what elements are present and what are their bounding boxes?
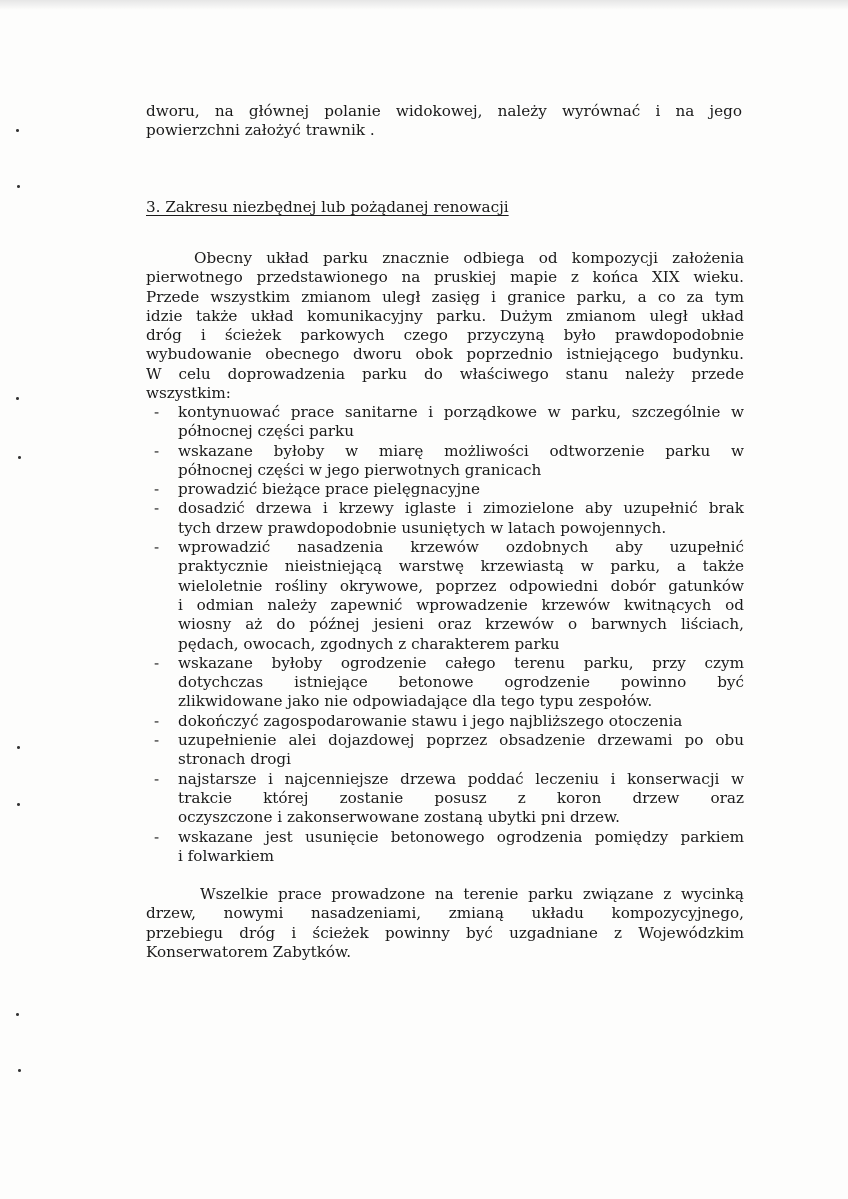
list-item bbox=[146, 442, 744, 481]
list-dash: - bbox=[154, 731, 160, 750]
list-dash: - bbox=[154, 499, 160, 518]
body-paragraph bbox=[146, 249, 744, 403]
list-dash: - bbox=[154, 538, 160, 557]
text-line: praktycznie nieistniejącą warstwę krzewiastą w parku, a także bbox=[178, 557, 744, 576]
text-line: dokończyć zagospodarowanie stawu i jego najbliższego otoczenia bbox=[178, 711, 683, 730]
recommendations-list bbox=[146, 403, 744, 866]
closing-paragraph bbox=[146, 885, 744, 962]
text-line: pędach, owocach, zgodnych z charakterem parku bbox=[178, 634, 560, 653]
list-dash: - bbox=[154, 480, 160, 499]
list-dash: - bbox=[154, 403, 160, 421]
list-item bbox=[146, 770, 744, 828]
text-line: i odmian należy zapewnić wprowadzenie krzewów kwitnących od bbox=[178, 595, 744, 614]
text-line: wskazane jest usunięcie betonowego ogrodzenia pomiędzy parkiem bbox=[178, 827, 744, 846]
text-line: powierzchni założyć trawnik . bbox=[146, 121, 375, 140]
list-dash: - bbox=[154, 653, 160, 672]
list-item bbox=[146, 480, 744, 499]
margin-mark bbox=[16, 129, 19, 132]
text-line: wiosny aż do późnej jesieni oraz krzewów o barwnych liściach, bbox=[178, 615, 744, 634]
list-dash: - bbox=[154, 441, 160, 460]
margin-mark bbox=[16, 1013, 19, 1016]
list-item bbox=[146, 731, 744, 770]
list-item bbox=[146, 538, 744, 654]
text-line: oczyszczone i zakonserwowane zostaną ubytki pni drzew. bbox=[178, 808, 621, 827]
text-line: wskazane byłoby w miarę możliwości odtworzenie parku w bbox=[178, 441, 744, 460]
text-line: stronach drogi bbox=[178, 750, 291, 769]
text-line: idzie także układ komunikacyjny parku. Dużym zmianom uległ układ bbox=[146, 306, 744, 325]
list-item bbox=[146, 712, 744, 731]
text-line: dróg i ścieżek parkowych czego przyczyną było prawdopodobnie bbox=[146, 326, 744, 345]
list-dash: - bbox=[154, 769, 160, 788]
list-item bbox=[146, 499, 744, 538]
text-line: przebiegu dróg i ścieżek powinny być uzgadniane z Wojewódzkim bbox=[146, 923, 744, 942]
text-line: wszystkim: bbox=[146, 384, 231, 403]
list-item bbox=[146, 403, 744, 442]
text-line: i folwarkiem bbox=[178, 846, 275, 865]
list-item bbox=[146, 654, 744, 712]
text-line: północnej części parku bbox=[178, 422, 355, 441]
margin-mark bbox=[17, 746, 20, 749]
text-line: tych drzew prawdopodobnie usuniętych w latach powojennych. bbox=[178, 518, 667, 537]
text-line: zlikwidowane jako nie odpowiadające dla tego typu zespołów. bbox=[178, 692, 653, 711]
text-line: W celu doprowadzenia parku do właściwego stanu należy przede bbox=[146, 364, 744, 383]
text-line: Wszelkie prace prowadzone na terenie parku związane z wycinką bbox=[200, 885, 744, 903]
text-line: północnej części w jego pierwotnych granicach bbox=[178, 460, 542, 479]
scan-top-edge bbox=[0, 0, 848, 10]
text-line: Obecny układ parku znacznie odbiega od kompozycji założenia bbox=[194, 249, 744, 267]
text-line: wybudowanie obecnego dworu obok poprzednio istniejącego budynku. bbox=[146, 345, 744, 364]
text-line: wieloletnie rośliny okrywowe, poprzez odpowiedni dobór gatunków bbox=[178, 576, 744, 595]
text-line: dotychczas istniejące betonowe ogrodzenie powinno być bbox=[178, 673, 744, 692]
margin-mark bbox=[17, 185, 20, 188]
text-line: wprowadzić nasadzenia krzewów ozdobnych aby uzupełnić bbox=[178, 538, 744, 557]
margin-mark bbox=[18, 456, 21, 459]
section-heading: 3. Zakresu niezbędnej lub pożądanej renowacji bbox=[146, 198, 509, 216]
text-line: najstarsze i najcenniejsze drzewa poddać leczeniu i konserwacji w bbox=[178, 769, 744, 788]
list-item bbox=[146, 828, 744, 867]
list-dash: - bbox=[154, 827, 160, 846]
intro-paragraph bbox=[146, 102, 742, 141]
text-line: prowadzić bieżące prace pielęgnacyjne bbox=[178, 480, 480, 499]
text-line: uzupełnienie alei dojazdowej poprzez obsadzenie drzewami po obu bbox=[178, 731, 744, 750]
margin-mark bbox=[17, 803, 20, 806]
text-line: dworu, na głównej polanie widokowej, należy wyrównać i na jego bbox=[146, 102, 742, 120]
text-line: drzew, nowymi nasadzeniami, zmianą układu kompozycyjnego, bbox=[146, 904, 744, 923]
text-line: Konserwatorem Zabytków. bbox=[146, 942, 352, 961]
text-line: dosadzić drzewa i krzewy iglaste i zimozielone aby uzupełnić brak bbox=[178, 499, 744, 518]
margin-mark bbox=[16, 397, 19, 400]
text-line: Przede wszystkim zmianom uległ zasięg i granice parku, a co za tym bbox=[146, 287, 744, 306]
text-line: wskazane byłoby ogrodzenie całego terenu parku, przy czym bbox=[178, 653, 744, 672]
text-line: kontynuować prace sanitarne i porządkowe w parku, szczególnie w bbox=[178, 403, 744, 421]
list-dash: - bbox=[154, 711, 160, 730]
text-line: trakcie której zostanie posusz z koron drzew oraz bbox=[178, 788, 744, 807]
margin-mark bbox=[18, 1069, 21, 1072]
text-line: pierwotnego przedstawionego na pruskiej mapie z końca XIX wieku. bbox=[146, 268, 744, 287]
